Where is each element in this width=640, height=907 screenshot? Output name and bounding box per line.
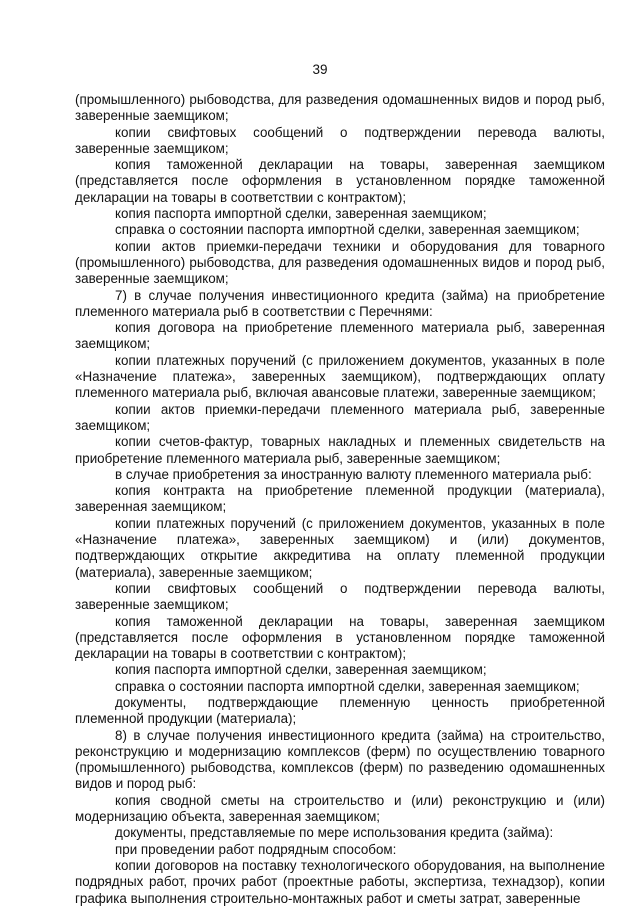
paragraph: документы, представляемые по мере использования кредита (займа): (115, 825, 554, 841)
paragraph: (промышленного) рыбоводства, для разведения одомашненных видов и пород рыб, заверенные заемщиком; (75, 92, 605, 124)
paragraph: копии свифтовых сообщений о подтверждении перевода валюты, заверенные заемщиком; (75, 580, 605, 613)
paragraph: копия таможенной декларации на товары, заверенная заемщиком (представляется после оформления в установленном порядке таможенной декларации на товары в соответствии с контрактом); (75, 157, 605, 205)
paragraph: справка о состоянии паспорта импортной сделки, заверенная заемщиком; (115, 222, 580, 238)
paragraph: копии актов приемки-передачи техники и оборудования для товарного (промышленного) рыбоводства, для разведения одомашненных видов и пород рыб, заверенные заемщиком; (75, 238, 605, 287)
paragraph: при проведении работ подрядным способом: (115, 841, 397, 857)
paragraph: копии платежных поручений (с приложением документов, указанных в поле «Назначение платежа», заверенных заемщиком), подтверждающих оплату племенного материала рыб, включая авансовые платежи, заверенные заемщиком; (75, 352, 605, 401)
paragraph: 8) в случае получения инвестиционного кредита (займа) на строительство, реконструкцию и модернизацию комплексов (ферм) по осуществлению товарного (промышленного) рыбоводства, комплексов (ферм) по разведению одомашненных видов и пород рыб: (75, 727, 605, 792)
paragraph: копии платежных поручений (с приложением документов, указанных в поле «Назначение платежа», заверенных заемщиком) и (или) документов, подтверждающих открытие аккредитива на оплату племенной продукции (материала), заверенные заемщиком; (75, 515, 605, 580)
paragraph: копия паспорта импортной сделки, заверенная заемщиком; (115, 206, 487, 222)
paragraph: копии договоров на поставку технологического оборудования, на выполнение подрядных работ, прочих работ (проектные работы, экспертиза, технадзор), копии графика выполнения строительно-монтажных работ и сметы затрат, заверенные (75, 857, 605, 906)
paragraph: копия договора на приобретение племенного материала рыб, заверенная заемщиком; (75, 320, 605, 352)
paragraph: копии актов приемки-передачи племенного материала рыб, заверенные заемщиком; (75, 401, 605, 433)
paragraph: справка о состоянии паспорта импортной сделки, заверенная заемщиком; (115, 678, 580, 694)
paragraph: копия таможенной декларации на товары, заверенная заемщиком (представляется после оформления в установленном порядке таможенной декларации на товары в соответствии с контрактом); (75, 613, 605, 662)
paragraph: копии счетов-фактур, товарных накладных и племенных свидетельств на приобретение племенного материала рыб, заверенные заемщиком; (75, 434, 605, 466)
paragraph: документы, подтверждающие племенную ценность приобретенной племенной продукции (материала); (75, 694, 605, 727)
page-number: 39 (312, 62, 328, 77)
paragraph: копия контракта на приобретение племенной продукции (материала), заверенная заемщиком; (75, 483, 605, 515)
paragraph: в случае приобретения за иностранную валюту племенного материала рыб: (115, 466, 592, 482)
paragraph: 7) в случае получения инвестиционного кредита (займа) на приобретение племенного материала рыб в соответствии с Перечнями: (75, 287, 605, 319)
document-body (75, 92, 605, 907)
paragraph: копия паспорта импортной сделки, заверенная заемщиком; (115, 662, 487, 678)
paragraph: копия сводной сметы на строительство и (или) реконструкцию и (или) модернизацию объекта, заверенная заемщиком; (75, 792, 605, 825)
paragraph: копии свифтовых сообщений о подтверждении перевода валюты, заверенные заемщиком; (75, 124, 605, 156)
